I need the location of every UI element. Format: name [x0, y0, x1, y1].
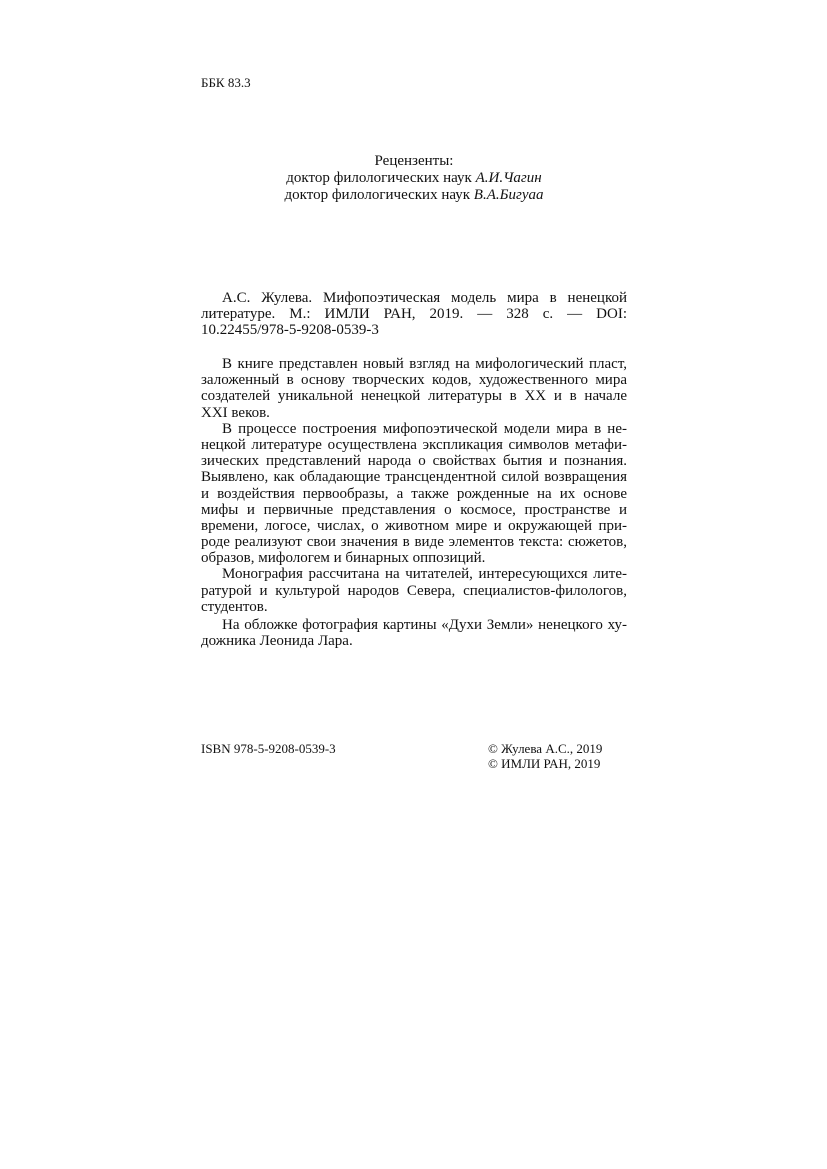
copyright-line: © Жулева А.С., 2019: [488, 741, 603, 756]
reviewer-degree: доктор филологических наук: [286, 170, 472, 186]
copyright-line: © ИМЛИ РАН, 2019: [488, 756, 601, 771]
reviewer-degree: доктор филологических наук: [284, 187, 471, 203]
annotation-line: XXI веков.: [201, 404, 270, 421]
annotation-line: роде реализуют свои значения в виде элементов текста: сюжетов,: [201, 534, 627, 551]
annotation-line: зических представлений народа о свойствах бытия и познания.: [201, 453, 627, 470]
annotation-line: Монография рассчитана на читателей, интересующихся лите-: [222, 566, 627, 583]
citation-line: А.С. Жулева. Мифопоэтическая модель мира в ненецкой: [222, 290, 627, 306]
annotation-line: Выявлено, как обладающие трансцендентной силой возвращения: [201, 469, 627, 486]
reviewer-line: [201, 187, 627, 204]
cover-note-line: дожника Леонида Лара.: [201, 633, 353, 650]
reviewer-name: В.А.Бигуаа: [473, 187, 544, 203]
annotation-line: образов, мифологем и бинарных оппозиций.: [201, 550, 486, 567]
annotation-line: и воздействия первообразы, а также рожденные на их основе: [201, 485, 627, 502]
citation-line: 10.22455/978-5-9208-0539-3: [201, 322, 379, 339]
isbn: ISBN 978-5-9208-0539-3: [201, 741, 336, 756]
annotation-line: мифы и первичные представления о космосе, пространстве и: [201, 501, 627, 518]
reviewer-name: А.И.Чагин: [475, 170, 542, 186]
bbk-code: ББК 83.3: [201, 75, 251, 90]
annotation-line: студентов.: [201, 598, 268, 615]
annotation-line: ратурой и культурой народов Севера, специалистов-филологов,: [201, 582, 627, 599]
cover-note-line: На обложке фотография картины «Духи Земли» ненецкого ху-: [222, 617, 627, 633]
annotation-line: создателей уникальной ненецкой литературы в XX и в начале: [201, 388, 627, 405]
annotation-line: заложенный в основу творческих кодов, художественного мира: [201, 372, 627, 389]
copyright-block: [488, 741, 602, 771]
bibliographic-citation: [201, 290, 627, 339]
citation-line: литературе. М.: ИМЛИ РАН, 2019. — 328 с. — DOI:: [201, 306, 627, 323]
reviewers-heading: Рецензенты:: [374, 153, 454, 169]
annotation-block: [201, 356, 627, 615]
annotation-line: времени, логосе, числах, о животном мире и окружающей при-: [201, 517, 627, 534]
reviewers-block: [201, 153, 627, 204]
annotation-line: В книге представлен новый взгляд на мифологический пласт,: [222, 356, 627, 372]
reviewer-line: [201, 170, 627, 187]
annotation-line: нецкой литературе осуществлена экспликация символов метафи-: [201, 436, 627, 453]
annotation-line: В процессе построения мифопоэтической модели мира в не-: [222, 420, 627, 437]
cover-note: [201, 617, 627, 649]
